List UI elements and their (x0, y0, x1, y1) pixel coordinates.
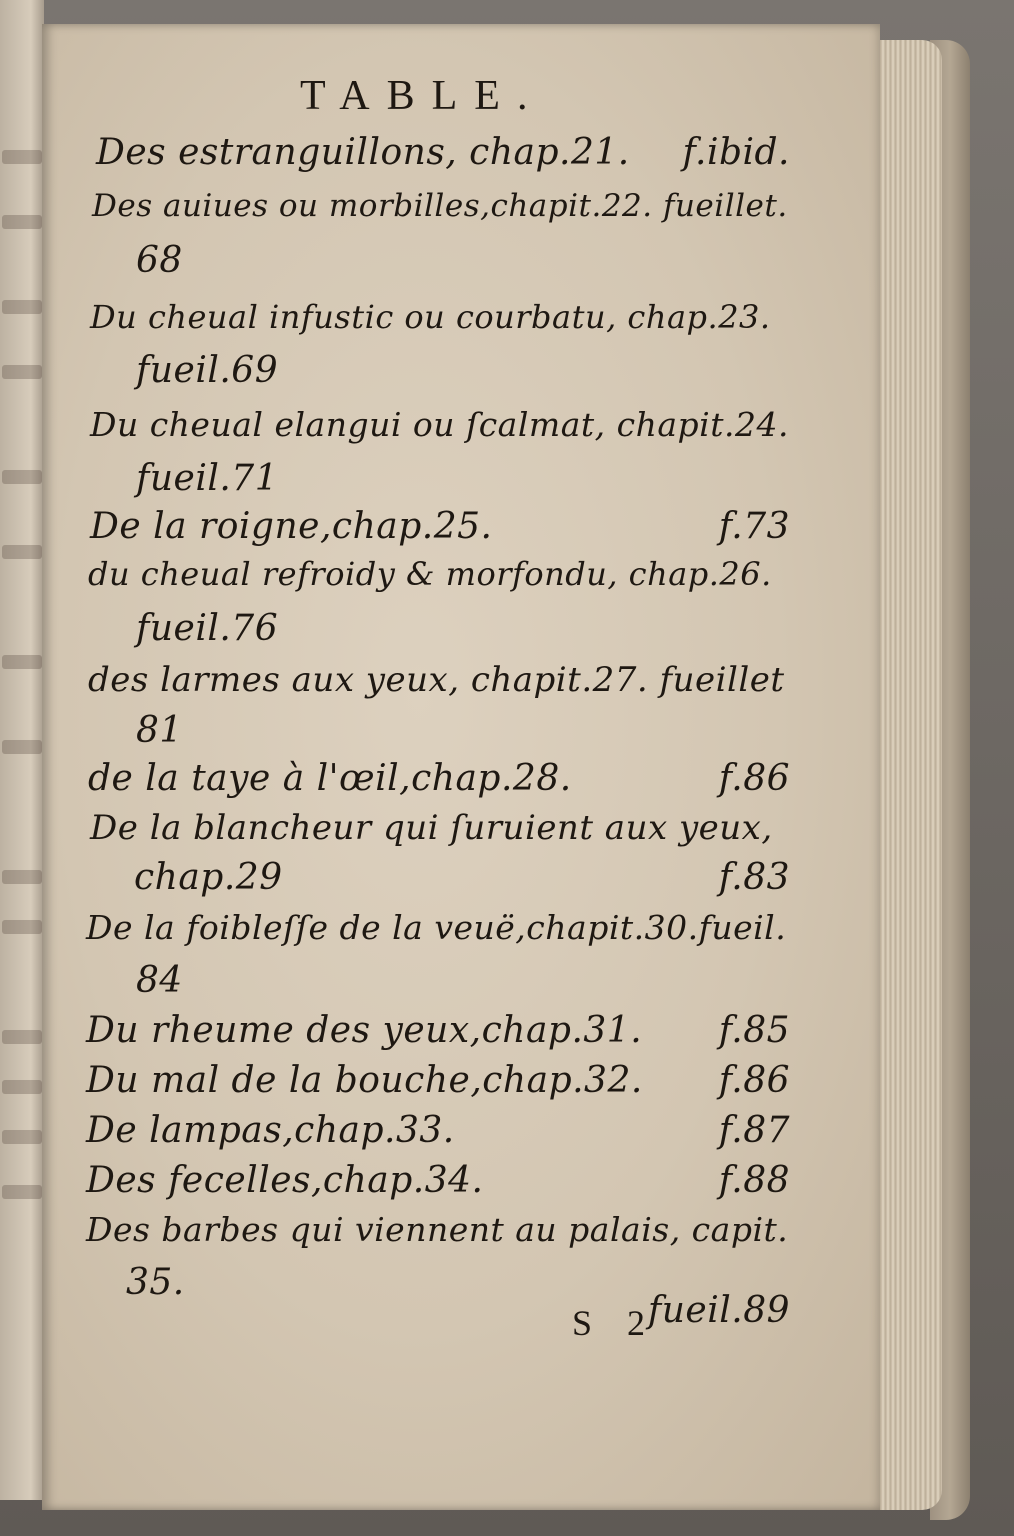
entry-text: Des barbes qui viennent au palais, capit. (86, 1210, 789, 1249)
entry-text: De la foibleſſe de la veuë,chapit.30.fueil. (86, 908, 787, 947)
bleed-mark (2, 300, 42, 314)
bleed-mark (2, 1185, 42, 1199)
entry-text: 84 (136, 960, 183, 1001)
entry-text: Des auiues ou morbilles,chapit.22. fueillet. (92, 188, 788, 224)
entry-text: 68 (136, 240, 183, 281)
entry-text: De la blancheur qui ſuruient aux yeux, (90, 808, 773, 848)
entry-text: de la taye à l'œil,chap.28. (88, 758, 572, 799)
bleed-mark (2, 545, 42, 559)
entry-folio: f.83 (718, 857, 790, 898)
entry-text: De lampas,chap.33. (86, 1110, 455, 1151)
entry-text: 81 (136, 710, 183, 751)
bleed-mark (2, 365, 42, 379)
entry-folio: f.85 (718, 1010, 790, 1051)
bleed-mark (2, 215, 42, 229)
bleed-mark (2, 655, 42, 669)
bleed-mark (2, 870, 42, 884)
entry-text: 35. (126, 1262, 185, 1303)
entry-text: du cheual refroidy & morfondu, chap.26. (88, 555, 772, 593)
entry-text: fueil.71 (136, 458, 279, 499)
bleed-mark (2, 1130, 42, 1144)
entry-text: Du cheual infustic ou courbatu, chap.23. (90, 298, 771, 336)
bleed-mark (2, 470, 42, 484)
page-block-edges (872, 40, 942, 1510)
entry-text: chap.29 (134, 857, 283, 898)
entry-text: des larmes aux yeux, chapit.27. fueillet (88, 660, 785, 700)
entry-folio: f.87 (718, 1110, 790, 1151)
entry-text: Du cheual elangui ou ſcalmat, chapit.24. (90, 405, 789, 444)
bleed-mark (2, 1080, 42, 1094)
entry-text: Des estranguillons, chap.21. (96, 132, 630, 173)
entry-text: fueil.76 (136, 608, 279, 649)
page-title: TABLE. (300, 73, 545, 119)
entry-folio: f.88 (718, 1160, 790, 1201)
entry-text: fueil.69 (136, 350, 279, 391)
entry-folio: f.ibid. (682, 132, 790, 173)
entry-text: Du mal de la bouche,chap.32. (86, 1060, 643, 1101)
bleed-mark (2, 740, 42, 754)
signature-mark: S 2 (572, 1303, 646, 1343)
bleed-mark (2, 1030, 42, 1044)
entry-text: Du rheume des yeux,chap.31. (86, 1010, 643, 1051)
entry-folio: f.73 (718, 506, 790, 547)
entry-folio: f.86 (718, 758, 790, 799)
facing-page-edge (0, 0, 44, 1500)
bleed-mark (2, 150, 42, 164)
entry-folio: fueil.89 (647, 1290, 790, 1331)
entry-folio: f.86 (718, 1060, 790, 1101)
entry-text: De la roigne,chap.25. (90, 506, 493, 547)
entry-text: Des fecelles,chap.34. (86, 1160, 484, 1201)
bleed-mark (2, 920, 42, 934)
